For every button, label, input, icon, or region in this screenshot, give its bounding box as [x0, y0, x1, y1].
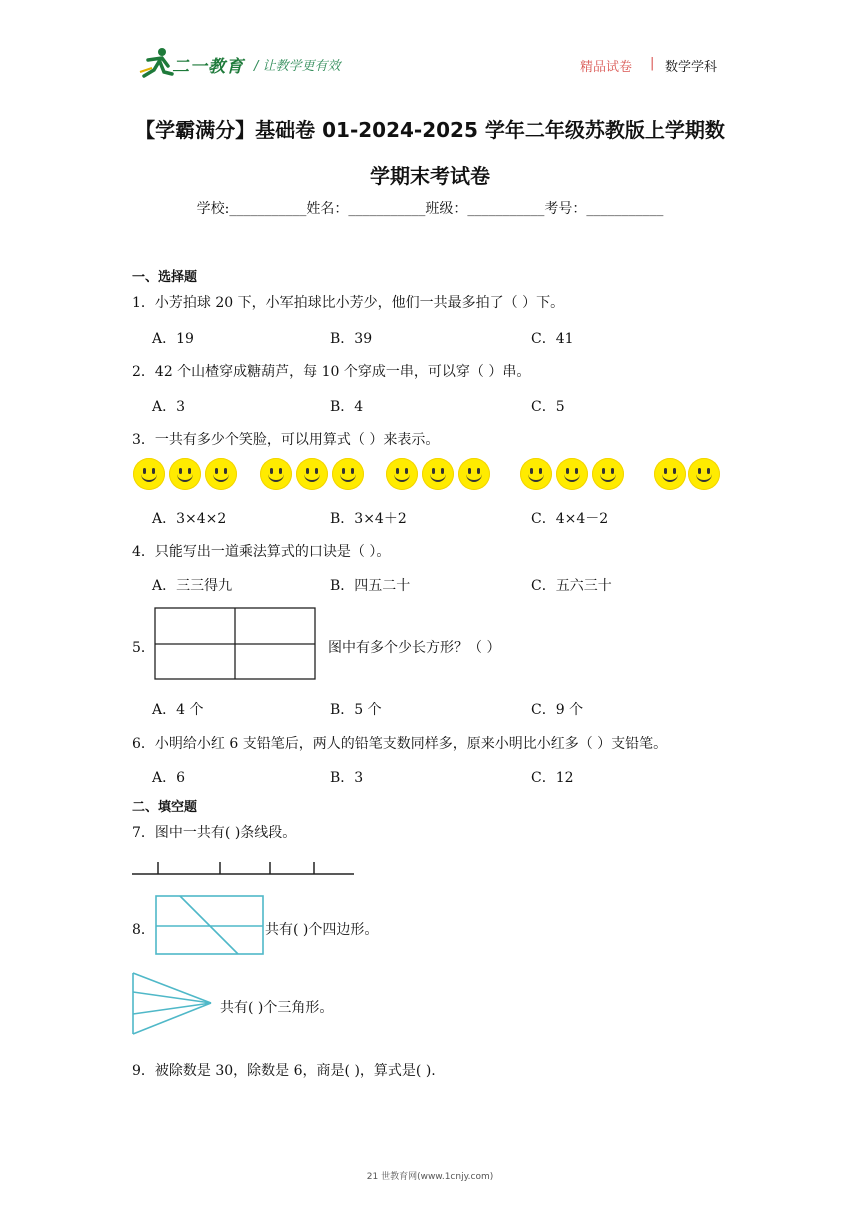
question-3: 3．一共有多少个笑脸，可以用算式（ ）来表示。	[132, 432, 440, 448]
q3-option-c: C．4×4－2	[531, 511, 609, 527]
q1-option-b: B．39	[330, 331, 373, 347]
header-separator: |	[650, 56, 655, 71]
section-choice-heading: 一、选择题	[132, 270, 198, 285]
section-fill-heading: 二、填空题	[132, 800, 198, 815]
question-7: 7．图中一共有( )条线段。	[132, 825, 297, 841]
smiley-face-icon	[169, 458, 201, 490]
smiley-face-icon	[205, 458, 237, 490]
question-5-number: 5．	[132, 640, 155, 656]
question-8-quad-text: 共有( )个四边形。	[265, 922, 379, 938]
logo-text: 二一教育	[172, 57, 244, 77]
q3-option-b: B．3×4＋2	[330, 511, 407, 527]
question-8-triangle-text: 共有( )个三角形。	[220, 1000, 334, 1016]
q6-option-a: A．6	[152, 770, 186, 786]
question-8-number: 8．	[132, 922, 155, 938]
smiley-face-icon	[556, 458, 588, 490]
question-6: 6．小明给小红 6 支铅笔后，两人的铅笔支数同样多，原来小明比小红多（ ）支铅笔。	[132, 736, 668, 752]
header-tag-subject: 数学学科	[665, 60, 718, 75]
q5-option-c: C．9 个	[531, 702, 584, 718]
q2-option-c: C．5	[531, 399, 565, 415]
q2-option-a: A．3	[152, 399, 186, 415]
header-tag-premium: 精品试卷	[580, 60, 633, 75]
smiley-face-icon	[654, 458, 686, 490]
q1-option-c: C．41	[531, 331, 574, 347]
smiley-face-icon	[296, 458, 328, 490]
line-segment-figure	[130, 858, 358, 878]
header-slogan: / 让教学更有效	[254, 59, 341, 74]
page-footer: 21 世教育网(www.1cnjy.com)	[366, 1172, 494, 1182]
smiley-face-icon	[592, 458, 624, 490]
smiley-face-icon	[332, 458, 364, 490]
question-2: 2．42 个山楂穿成糖葫芦，每 10 个穿成一串，可以穿（ ）串。	[132, 364, 531, 380]
smiley-face-icon	[688, 458, 720, 490]
q6-option-b: B．3	[330, 770, 364, 786]
triangle-fan-figure	[130, 970, 214, 1038]
smiley-face-icon	[260, 458, 292, 490]
question-4: 4．只能写出一道乘法算式的口诀是（ ）。	[132, 544, 391, 560]
q2-option-b: B．4	[330, 399, 364, 415]
q5-option-a: A．4 个	[152, 702, 204, 718]
smiley-face-icon	[422, 458, 454, 490]
page-title-line1: 【学霸满分】基础卷 01-2024-2025 学年二年级苏教版上学期数	[135, 118, 725, 142]
q1-option-a: A．19	[152, 331, 194, 347]
quadrilateral-figure	[154, 894, 266, 958]
smiley-face-icon	[386, 458, 418, 490]
question-1: 1．小芳拍球 20 下，小军拍球比小芳少，他们一共最多拍了（ ）下。	[132, 295, 565, 311]
q6-option-c: C．12	[531, 770, 574, 786]
q3-option-a: A．3×4×2	[152, 511, 227, 527]
smiley-face-icon	[458, 458, 490, 490]
page-title-line2: 学期末考试卷	[370, 164, 490, 188]
student-info-fields: 学校:___________姓名：___________班级：___________考号：___________	[196, 201, 664, 217]
smiley-face-icon	[520, 458, 552, 490]
rectangle-grid-figure	[154, 607, 318, 681]
question-5-text: 图中有多个少长方形？（ ）	[328, 640, 501, 656]
question-9: 9．被除数是 30，除数是 6，商是( )，算式是( ).	[132, 1063, 436, 1079]
q5-option-b: B．5 个	[330, 702, 382, 718]
q4-option-b: B．四五二十	[330, 578, 411, 594]
smiley-face-icon	[133, 458, 165, 490]
q4-option-c: C．五六三十	[531, 578, 612, 594]
q4-option-a: A．三三得九	[152, 578, 233, 594]
